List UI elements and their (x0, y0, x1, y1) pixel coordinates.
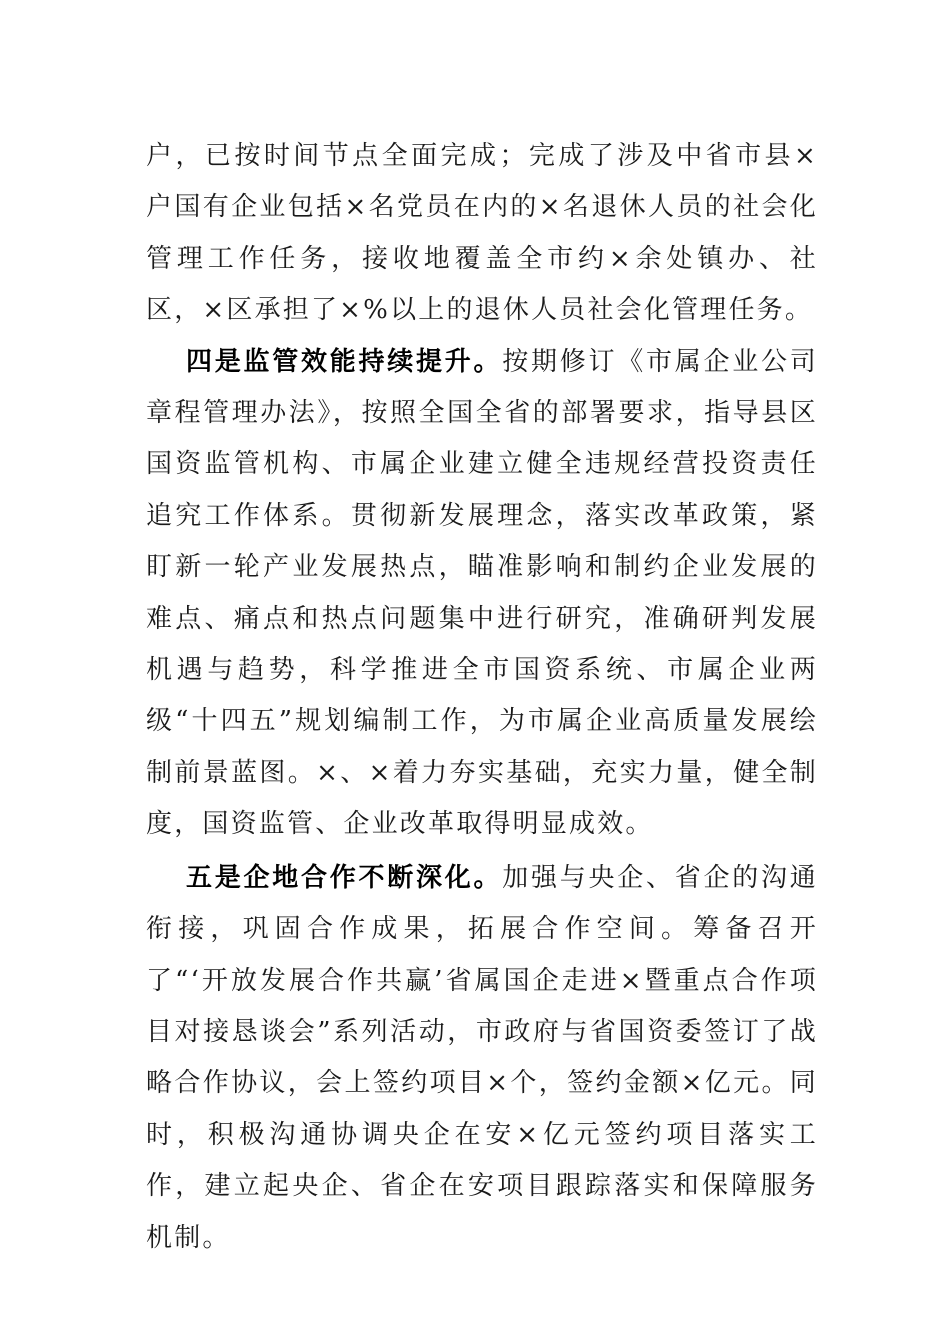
paragraph-continuation (146, 131, 818, 337)
paragraph-cooperation (146, 853, 818, 1264)
document-body (146, 131, 818, 1266)
paragraph-text: 户，已按时间节点全面完成；完成了涉及中省市县×户国有企业包括×名党员在内的×名退休人员的社会化管理工作任务，接收地覆盖全市约×余处镇办、社区，×区承担了×%以上的退休人员社会化管理任务。 (146, 141, 818, 326)
paragraph-lead-heading: 五是企地合作不断深化。 (186, 862, 503, 893)
paragraph-text: 按期修订《市属企业公司章程管理办法》，按照全国全省的部署要求，指导县区国资监管机构、市属企业建立健全违规经营投资责任追究工作体系。贯彻新发展理念，落实改革政策，紧盯新一轮产业发展热点，瞄准影响和制约企业发展的难点、痛点和热点问题集中进行研究，准确研判发展机遇与趋势，科学推进全市国资系统、市属企业两级“十四五”规划编制工作，为市属企业高质量发展绘制前景蓝图。×、×着力夯实基础，充实力量，健全制度，国资监管、企业改革取得明显成效。 (146, 346, 819, 840)
paragraph-text: 加强与央企、省企的沟通衔接，巩固合作成果，拓展合作空间。筹备召开了“‘开放发展合作共赢’省属国企走进×暨重点合作项目对接恳谈会”系列活动，市政府与省国资委签订了战略合作协议，会上签约项目×个，签约金额×亿元。同时，积极沟通协调央企在安×亿元签约项目落实工作，建立起央企、省企在安项目跟踪落实和保障服务机制。 (146, 862, 819, 1253)
paragraph-supervision (146, 337, 818, 851)
paragraph-lead-heading: 四是监管效能持续提升。 (186, 346, 503, 377)
